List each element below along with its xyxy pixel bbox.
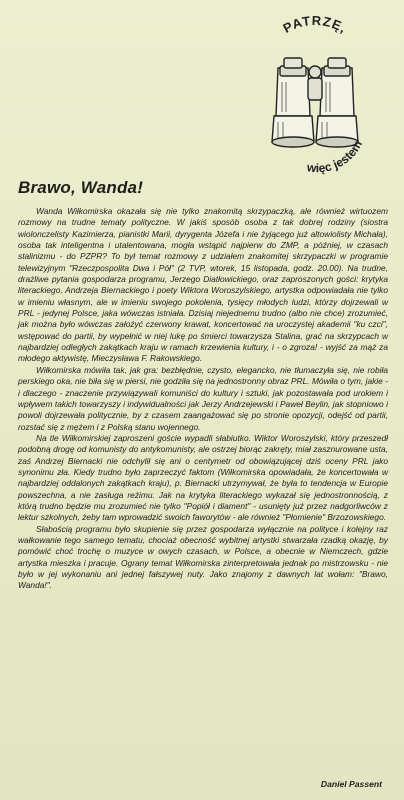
binoculars-icon <box>250 8 380 178</box>
article-paragraph: Na tle Wiłkomirskiej zaproszeni goście wypadli słabiutko. Wiktor Woroszylski, który przeszedł podobną drogę od komunisty do antykomunisty, ale ostrzej biorąc zakręty, miał zasznurowane usta, zaś Andrzej Biernacki nie odchylił się ani o centymetr od obowiązującej dziś oceny PRL jako synonimu zła. Kiedy trudno było zaprzeczyć faktom (Wiłkomirska opowiadała, że koncertowała w najbardziej oddalonych zakątkach kraju), p. Biernacki utrzymywał, że była to tendencja w Europie powszechna, a nie zasługa reżimu. Jak na krytyka literackiego wykazał się jednostronnością, z którą trudno będzie mu zrozumieć nie tylko "Popiół i diament" - usunięty już przez nadgorliwców z lektur szkolnych, żeby tam wprowadzić swoich faworytów - ale również "Płomienie" Brzozowskiego. <box>18 432 388 523</box>
article-author: Daniel Passent <box>320 779 382 789</box>
column-logo <box>250 8 380 178</box>
article-title: Brawo, Wanda! <box>18 178 144 197</box>
svg-text:PATRZĘ, <box>281 13 350 36</box>
article-paragraph: Wanda Wiłkomirska okazała się nie tylko znakomitą skrzypaczką, ale również wirtuozem rozmowy na trudne tematy polityczne. W jakiś sposób osoba z tak dobrej rodziny (siostra wiolonczelisty Kazimierza, pianistki Marii, dyrygenta Józefa i nie żyjącego już altowiolisty Michała), osoba tak inteligentna i utalentowana, mogła wstąpić najpierw do ZMP, a później, w czasach stalinizmu - do PZPR? To był temat rozmowy z udziałem znakomitej skrzypaczki w programie telewizyjnym "Rzeczpospolita Dwa i Pół" (2 TVP, wtorek, 15 listopada, godz. 20.00). Na trudne, drażliwe pytania gospodarza programu, Jerzego Diatłowickiego, oraz zaproszonych gości: krytyka literackiego, Andrzeja Biernackiego i poety Wiktora Woroszylskiego, artystka odpowiadała nie tylko w imieniu własnym, ale w imieniu swojego pokolenia, tysięcy młodych ludzi, którzy dojrzewali w PRL - jedynej Polsce, jaka wówczas istniała. Dzisiaj niejednemu trudno (albo nie chce) zrozumieć, jak można było wówczas założyć czerwony krawat, koncertować na uroczystej akademii "ku czci", wstępować do partii, by wypełnić w niej lukę po śmierci towarzysza Stalina, grać na skrzypcach w najbardziej odległych zakątkach kraju w ramach krzewienia kultury, i - o zgroza! - wyjść za mąż za młodego aktywistę, Mieczysława F. Rakowskiego. <box>18 206 388 364</box>
logo-top-text: PATRZĘ, <box>280 12 350 37</box>
article-paragraph: Słabością programu było skupienie się przez gospodarza wyłącznie na polityce i kolejny raz wałkowanie tego samego tematu, chociaż obecność wybitnej artystki stwarzała rzadką okazję, by pomówić choć trochę o muzyce w owych czasach, w Polsce, a obecnie w Niemczech, gdzie artystka mieszka i pracuje. Ograny temat Wiłkomirska zinterpretowała jednak po mistrzowsku - nie było w jej wykonaniu ani jednej fałszywej nuty. Jako znajomy z dawnych lat wołam: "Brawo, Wanda!". <box>18 523 388 591</box>
logo-bottom-text: więc jestem <box>306 137 366 176</box>
article-body <box>18 206 388 592</box>
article-paragraph: Wiłkomirska mówiła tak, jak gra: bezbłędnie, czysto, elegancko, nie tłumaczyła się, nie robiła perskiego oka, nie biła się w piersi, nie godziła się na jednostronny obraz PRL. Mówiła o tym, jakie - i dlaczego - znaczenie przywiązywali komuniści do kultury i sztuki, jak pozostawała pod urokiem i wpływem takich towarzyszy i indywidualności jak Jerzy Andrzejewski i Paweł Beylin, jak stopniowo i powoli dojrzewała politycznie, by z czasem zaangażować się po stronie opozycji, odejść od partii, rozstać się z mężem i z Polską stanu wojennego. <box>18 364 388 432</box>
